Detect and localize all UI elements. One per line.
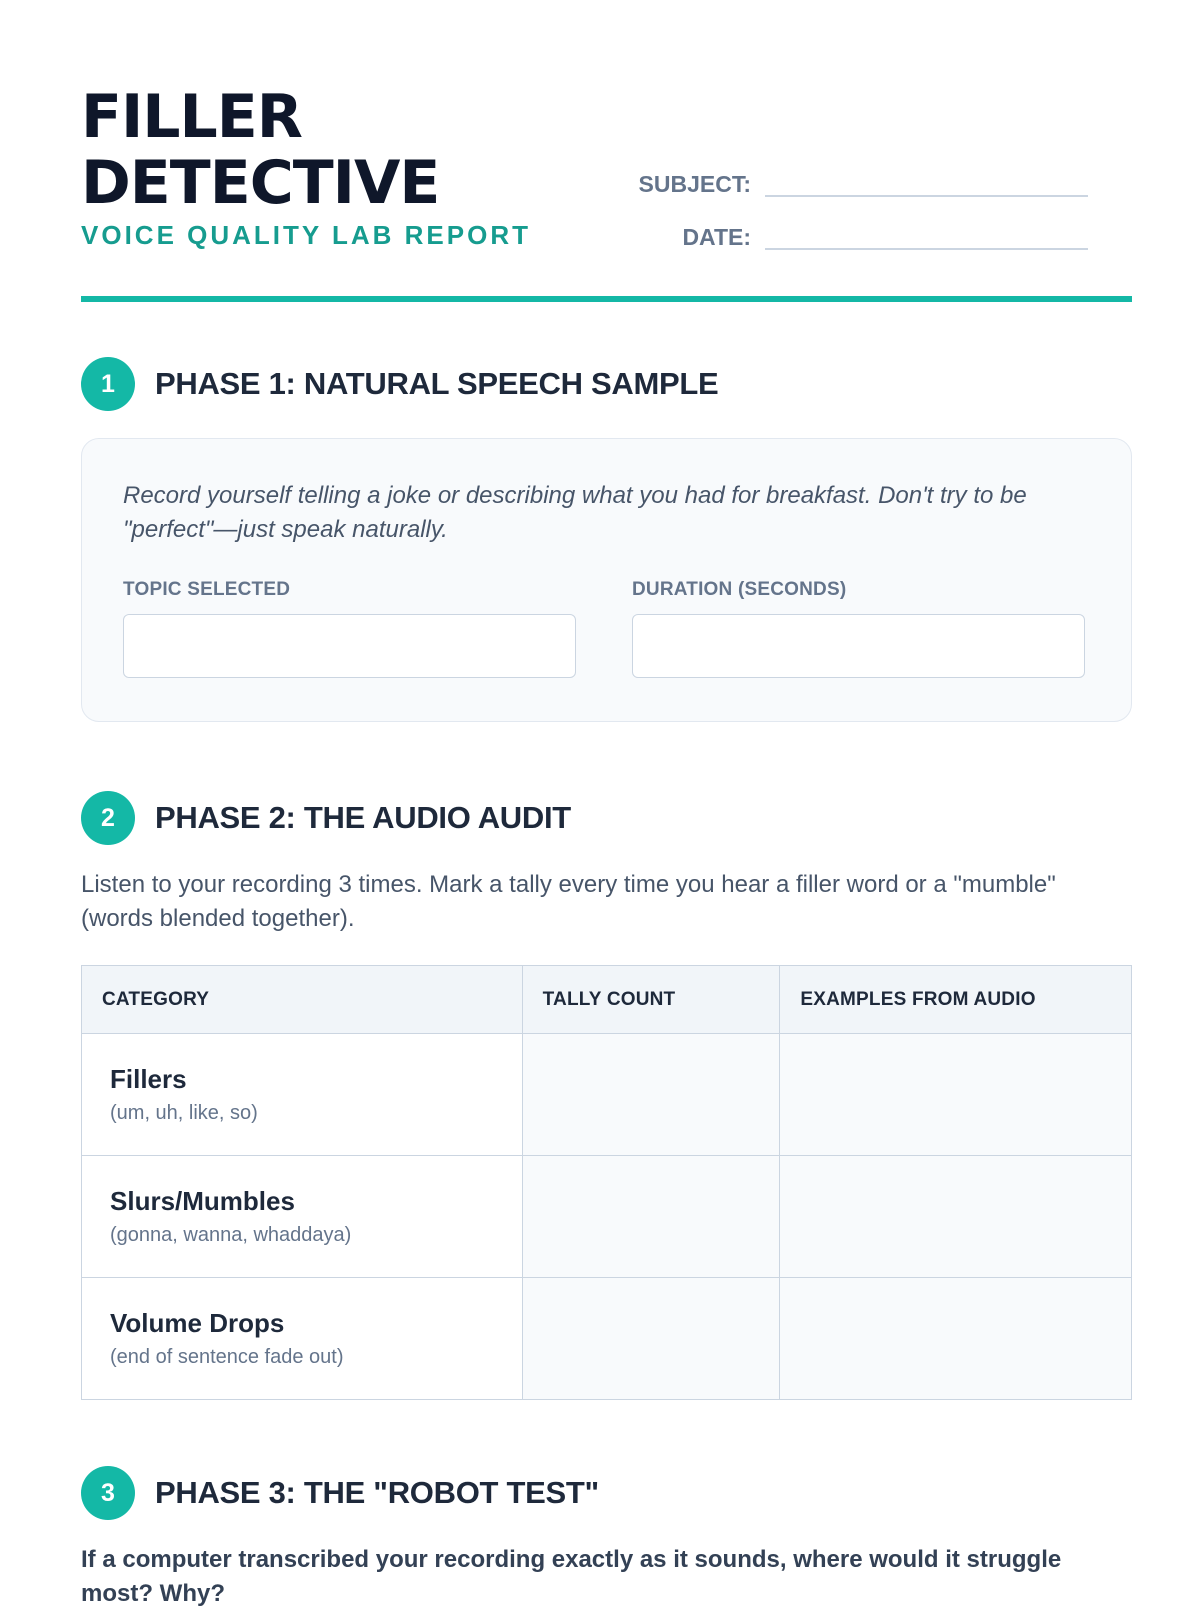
table-header-row <box>82 966 1132 1034</box>
phase-2-header <box>81 791 571 845</box>
phase-2-title: PHASE 2: THE AUDIO AUDIT <box>155 800 571 835</box>
audit-instructions: Listen to your recording 3 times. Mark a tally every time you hear a filler word or a "mumble" (words blended together). <box>81 871 1056 932</box>
speech-sample-instructions: Record yourself telling a joke or describing what you had for breakfast. Don't try to be "perfect"—just speak naturally. <box>123 482 1027 543</box>
column-header-examples: EXAMPLES FROM AUDIO <box>780 966 1132 1034</box>
page-title <box>81 84 439 216</box>
category-cell <box>82 1034 523 1156</box>
title-line-1: FILLER <box>81 82 302 152</box>
category-name: Fillers <box>110 1063 187 1094</box>
category-examples: (gonna, wanna, whaddaya) <box>110 1223 352 1246</box>
duration-label: DURATION (SECONDS) <box>632 579 847 600</box>
audio-examples-cell[interactable] <box>780 1034 1132 1156</box>
table-row <box>82 1034 1132 1156</box>
category-name: Volume Drops <box>110 1307 285 1338</box>
phase-1-badge: 1 <box>81 357 135 411</box>
title-line-2: DETECTIVE <box>81 148 440 218</box>
column-header-tally: TALLY COUNT <box>522 966 780 1034</box>
audit-table <box>81 965 1132 1400</box>
table-row <box>82 1278 1132 1400</box>
category-name: Slurs/Mumbles <box>110 1185 295 1216</box>
speech-sample-card <box>81 438 1132 722</box>
phase-3-badge: 3 <box>81 1466 135 1520</box>
category-examples: (end of sentence fade out) <box>110 1345 344 1368</box>
audio-examples-cell[interactable] <box>780 1156 1132 1278</box>
page-subtitle: VOICE QUALITY LAB REPORT <box>81 220 531 250</box>
date-field[interactable] <box>765 218 1088 250</box>
topic-label: TOPIC SELECTED <box>123 579 291 600</box>
phase-1-header <box>81 357 718 411</box>
phase-2-badge: 2 <box>81 791 135 845</box>
worksheet-page <box>81 0 1132 1607</box>
tally-cell[interactable] <box>522 1156 780 1278</box>
subject-field[interactable] <box>765 165 1088 197</box>
robot-test-question: If a computer transcribed your recording exactly as it sounds, where would it struggle most? Why? <box>81 1546 1062 1607</box>
tally-cell[interactable] <box>522 1034 780 1156</box>
subject-row <box>631 165 1088 197</box>
column-header-category: CATEGORY <box>82 966 523 1034</box>
subject-label: SUBJECT: <box>638 171 751 197</box>
category-examples: (um, uh, like, so) <box>110 1101 258 1124</box>
phase-1-title: PHASE 1: NATURAL SPEECH SAMPLE <box>155 366 719 401</box>
category-cell <box>82 1278 523 1400</box>
table-row <box>82 1156 1132 1278</box>
header-divider <box>81 296 1132 302</box>
phase-3-title: PHASE 3: THE "ROBOT TEST" <box>155 1475 599 1510</box>
date-label: DATE: <box>682 224 751 250</box>
topic-input[interactable] <box>123 614 576 678</box>
phase-3-header <box>81 1466 599 1520</box>
audio-examples-cell[interactable] <box>780 1278 1132 1400</box>
category-cell <box>82 1156 523 1278</box>
date-row <box>631 218 1088 250</box>
tally-cell[interactable] <box>522 1278 780 1400</box>
duration-input[interactable] <box>632 614 1085 678</box>
